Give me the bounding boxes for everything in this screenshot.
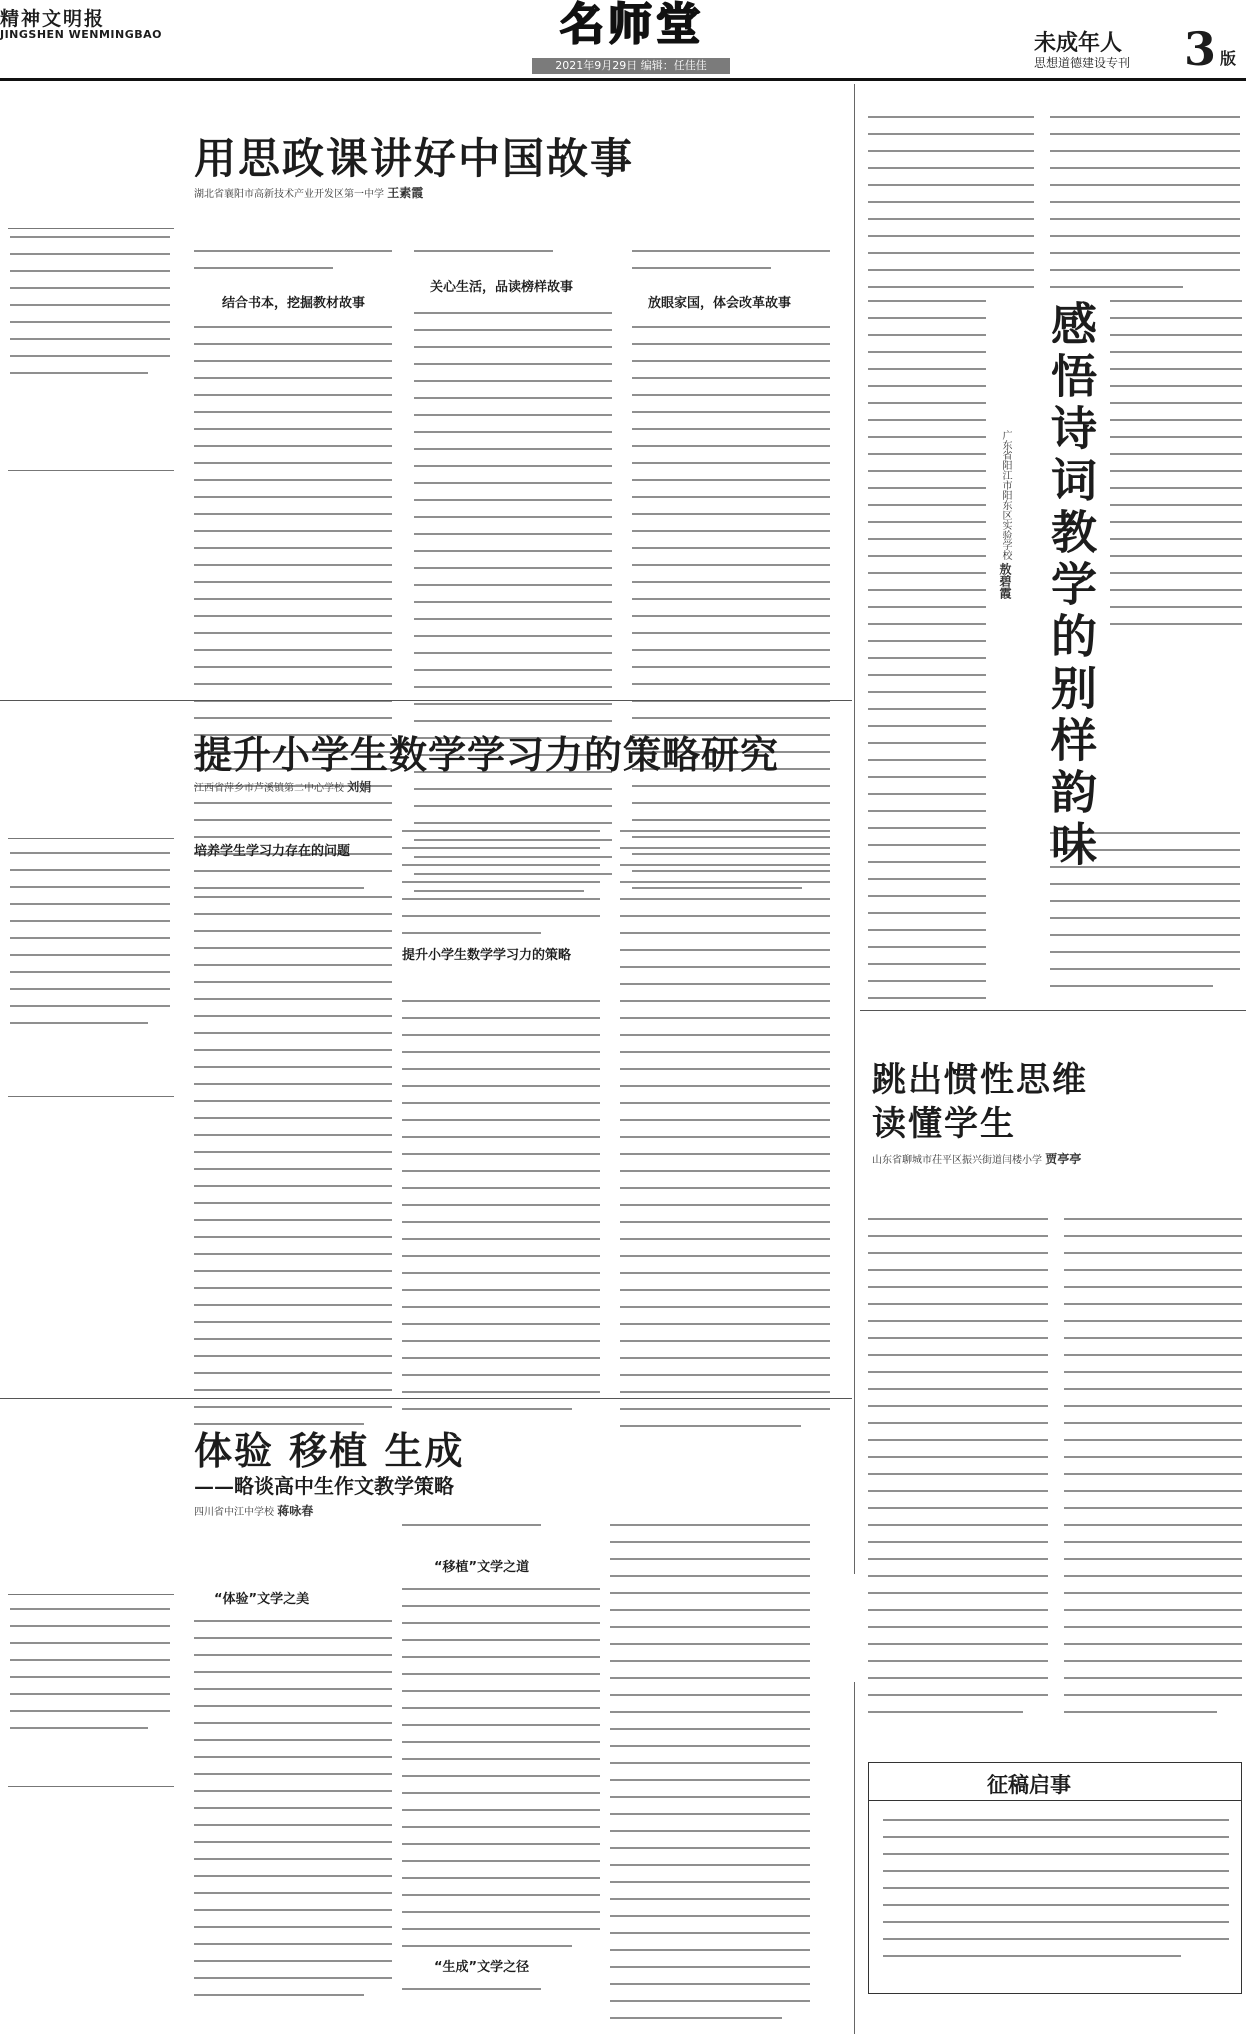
byline-author: 敖碧霞 — [998, 563, 1012, 600]
article-body-column — [868, 116, 1034, 303]
page-number: 3 — [1184, 22, 1217, 76]
article-byline — [194, 184, 423, 201]
article-separator — [860, 1010, 1246, 1011]
article-body-column — [868, 300, 986, 1014]
article-byline — [872, 1150, 1081, 1167]
article-abstract — [10, 852, 170, 1039]
call-for-papers-box — [868, 1762, 1242, 1994]
section-title: 名师堂 — [560, 0, 704, 50]
byline-author: 蒋咏春 — [277, 1504, 314, 1518]
article-subheading: 结合书本，挖掘教材故事 — [222, 296, 366, 311]
abstract-rule — [8, 228, 174, 229]
article-subheading: 提升小学生数学学习力的策略 — [402, 948, 572, 963]
article-title: 体验 移植 生成 — [194, 1428, 465, 1473]
date-editor-bar: 2021年9月29日 编辑：任佳佳 — [532, 58, 730, 74]
topic-name: 未成年人 — [1034, 30, 1123, 56]
article-body-column — [620, 830, 830, 1442]
article-byline — [194, 778, 371, 795]
abstract-rule — [8, 1096, 174, 1097]
article-body-column — [632, 250, 830, 284]
article-body-column — [1110, 300, 1242, 640]
abstract-rule — [8, 470, 174, 471]
byline-org: 山东省聊城市茌平区振兴街道闫楼小学 — [872, 1155, 1042, 1166]
article-body-column — [402, 1524, 600, 1541]
article-subheading: 放眼家国，体会改革故事 — [648, 296, 792, 311]
article-separator — [0, 1398, 852, 1399]
article-body-column — [402, 1588, 600, 1962]
article-body-column — [402, 1988, 600, 2005]
article-body-column — [868, 1218, 1048, 1728]
article-subheading: “生成”文学之径 — [434, 1960, 530, 1975]
byline-org: 四川省中江中学校 — [194, 1507, 274, 1518]
article-subtitle: ——略谈高中生作文教学策略 — [194, 1474, 454, 1498]
article-title: 提升小学生数学学习力的策略研究 — [194, 732, 780, 777]
page-unit: 版 — [1220, 49, 1237, 68]
newspaper-pinyin: JINGSHEN WENMINGBAO — [0, 28, 162, 41]
notice-title-bar — [869, 1763, 1241, 1801]
article-abstract — [10, 1608, 170, 1744]
article-abstract — [10, 236, 170, 389]
newspaper-name: 精神文明报 — [0, 8, 106, 30]
byline-author: 贾亭亭 — [1045, 1152, 1082, 1166]
article-body-column — [632, 326, 830, 904]
article-body-column — [402, 1000, 600, 1425]
byline-org: 江西省萍乡市芦溪镇第二中心学校 — [194, 783, 344, 794]
abstract-rule — [8, 1786, 174, 1787]
article-body-column — [194, 1620, 392, 2011]
article-body-column — [1050, 116, 1240, 303]
article-body-column — [610, 1524, 810, 2034]
column-divider — [854, 84, 855, 1574]
article-byline — [194, 1502, 313, 1519]
byline-org: 湖北省襄阳市高新技术产业开发区第一中学 — [194, 189, 384, 200]
byline-author: 王素霞 — [387, 186, 424, 200]
byline-author: 刘娟 — [347, 780, 372, 794]
column-divider — [854, 1682, 855, 2034]
article-title-line: 读懂学生 — [872, 1104, 1016, 1144]
abstract-rule — [8, 1594, 174, 1595]
masthead-rule — [0, 78, 1246, 81]
article-body-column — [402, 830, 600, 949]
article-title: 用思政课讲好中国故事 — [194, 134, 635, 183]
article-title: 感悟诗词教学的别样韵味 — [1044, 300, 1098, 872]
notice-body — [883, 1819, 1229, 1972]
article-body-column — [194, 326, 392, 904]
article-body-column — [1064, 1218, 1242, 1728]
article-subheading: 关心生活，品读榜样故事 — [430, 280, 574, 295]
article-title-line: 跳出惯性思维 — [872, 1060, 1088, 1100]
article-body-column — [194, 250, 392, 284]
topic-subtitle: 思想道德建设专刊 — [1034, 56, 1131, 70]
article-subheading: “体验”文学之美 — [214, 1592, 310, 1607]
article-byline — [996, 430, 1014, 599]
article-separator — [0, 700, 852, 701]
article-body-column — [414, 312, 612, 907]
article-body-column — [414, 250, 612, 267]
article-body-column — [194, 896, 392, 1440]
byline-org: 广东省阳江市阳东区实验学校 — [1000, 430, 1011, 560]
article-subheading: 培养学生学习力存在的问题 — [194, 844, 351, 859]
article-subheading: “移植”文学之道 — [434, 1560, 530, 1575]
abstract-rule — [8, 838, 174, 839]
notice-title: 征稿启事 — [987, 1772, 1071, 1797]
